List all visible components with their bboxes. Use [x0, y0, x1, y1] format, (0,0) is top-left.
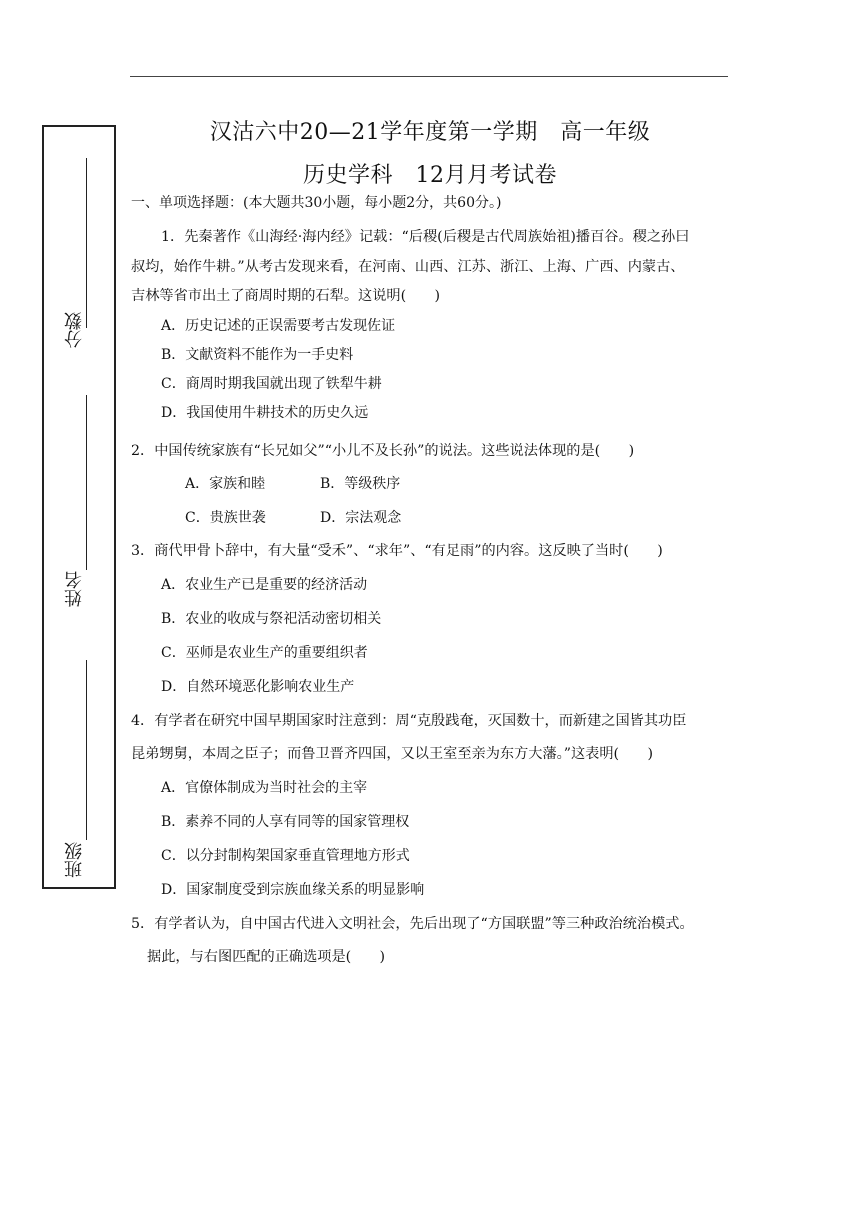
question-3-line-1: 3．商代甲骨卜辞中，有大量“受禾”、“求年”、“有足雨”的内容。这反映了当时( ) — [131, 543, 663, 559]
exam-title-line-1: 汉沽六中20—21学年度第一学期 高一年级 — [209, 120, 651, 145]
question-5-line-1: 5．有学者认为，自中国古代进入文明社会，先后出现了“方国联盟”等三种政治统治模式。 — [131, 916, 694, 932]
student-info-box — [42, 125, 116, 889]
header-rule — [130, 76, 728, 77]
question-3-option-c: C．巫师是农业生产的重要组织者 — [161, 645, 368, 661]
question-4-line-1: 4．有学者在研究中国早期国家时注意到：周“克殷践奄，灭国数十，而新建之国皆其功臣 — [131, 713, 687, 729]
name-label: 姓名 — [64, 571, 85, 607]
question-3-option-a: A．农业生产已是重要的经济活动 — [161, 577, 368, 593]
question-2-option-d: D．宗法观念 — [320, 510, 402, 526]
class-blank-line — [86, 660, 87, 840]
question-4-option-a: A．官僚体制成为当时社会的主宰 — [161, 780, 368, 796]
question-1-option-b: B．文献资料不能作为一手史料 — [161, 347, 354, 363]
question-4-option-b: B．素养不同的人享有同等的国家管理权 — [161, 814, 410, 830]
question-1-option-c: C．商周时期我国就出现了铁犁牛耕 — [161, 376, 382, 392]
section-heading: 一、单项选择题：(本大题共30小题，每小题2分，共60分。) — [131, 195, 502, 211]
question-2-option-c: C．贵族世袭 — [185, 510, 266, 526]
question-2-option-a: A．家族和睦 — [185, 476, 266, 492]
question-3-option-d: D．自然环境恶化影响农业生产 — [161, 679, 355, 695]
exam-title-line-2: 历史学科 12月月考试卷 — [303, 163, 557, 188]
name-blank-line — [86, 395, 87, 570]
question-1-option-d: D．我国使用牛耕技术的历史久远 — [161, 405, 369, 421]
score-label: 分数 — [64, 312, 85, 348]
question-1-line-2: 叔均，始作牛耕。”从考古发现来看，在河南、山西、江苏、浙江、上海、广西、内蒙古、 — [131, 259, 685, 275]
class-label: 班级 — [64, 842, 85, 878]
question-3-option-b: B．农业的收成与祭祀活动密切相关 — [161, 611, 382, 627]
question-4-line-2: 昆弟甥舅，本周之臣子；而鲁卫晋齐四国，又以王室至亲为东方大藩。”这表明( ) — [131, 746, 653, 762]
question-5-line-2: 据此，与右图匹配的正确选项是( ) — [147, 949, 386, 965]
question-4-option-c: C．以分封制构架国家垂直管理地方形式 — [161, 848, 410, 864]
question-2-option-b: B．等级秩序 — [320, 476, 401, 492]
question-1-line-1: 1．先秦著作《山海经·海内经》记载：“后稷(后稷是古代周族始祖)播百谷。稷之孙曰 — [161, 229, 690, 245]
question-1-line-3: 吉林等省市出土了商周时期的石犁。这说明( ) — [131, 288, 441, 304]
question-1-option-a: A．历史记述的正误需要考古发现佐证 — [161, 318, 396, 334]
question-2-line-1: 2．中国传统家族有“长兄如父”“小儿不及长孙”的说法。这些说法体现的是( ) — [131, 443, 635, 459]
question-4-option-d: D．国家制度受到宗族血缘关系的明显影响 — [161, 882, 425, 898]
